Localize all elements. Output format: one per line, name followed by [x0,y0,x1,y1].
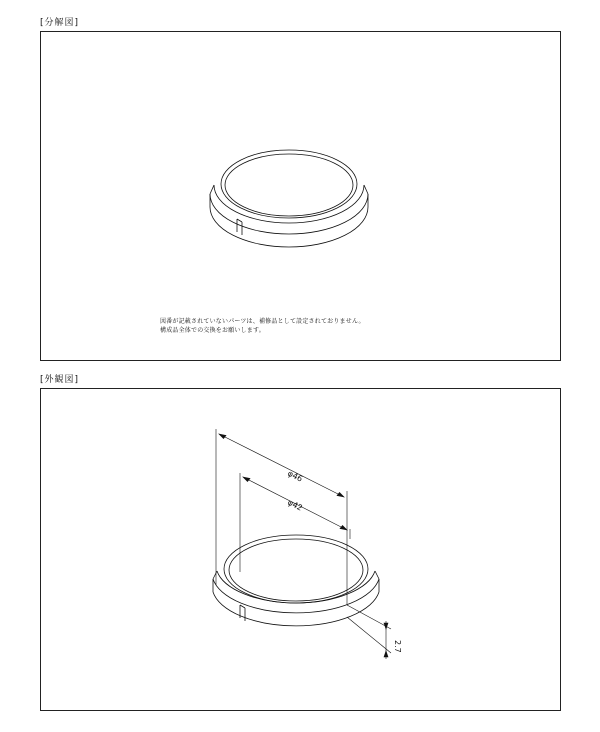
ring-top-outer-edge [224,535,368,603]
exploded-view-panel [40,31,561,361]
ring-exterior-drawing [41,389,562,712]
outer-diameter-text: φ46 [286,468,304,484]
exploded-view-label: [分解図] [40,18,80,28]
ring-top-inner-edge [229,539,363,601]
parts-note-line-2: 構成品全体での交換をお願いします。 [160,327,265,334]
parts-note [160,317,365,335]
inner-diameter-dimension [240,473,350,572]
ring-flange-bottom [210,207,368,247]
ring-flange-top [217,571,375,603]
parts-note-line-1: 図番が記載されていないパーツは、補修品として設定されておりません。 [160,318,365,325]
exterior-view-label: [外観図] [40,375,80,385]
ring-top-outer-edge [221,150,357,218]
height-dimension [347,605,391,659]
ring-top-inner-edge [225,154,353,216]
height-text: 2.7 [393,640,402,653]
exterior-view-panel [40,388,561,711]
ring-flange-top [214,185,364,223]
ring-split-gap [237,219,242,235]
ring-flange-mid [210,194,368,234]
ring-flange-mid [213,579,379,613]
inner-diameter-text: φ42 [286,497,304,513]
outer-diameter-dimension [216,429,347,605]
ring-split-gap [240,605,245,621]
ring-exploded-drawing [41,32,562,362]
